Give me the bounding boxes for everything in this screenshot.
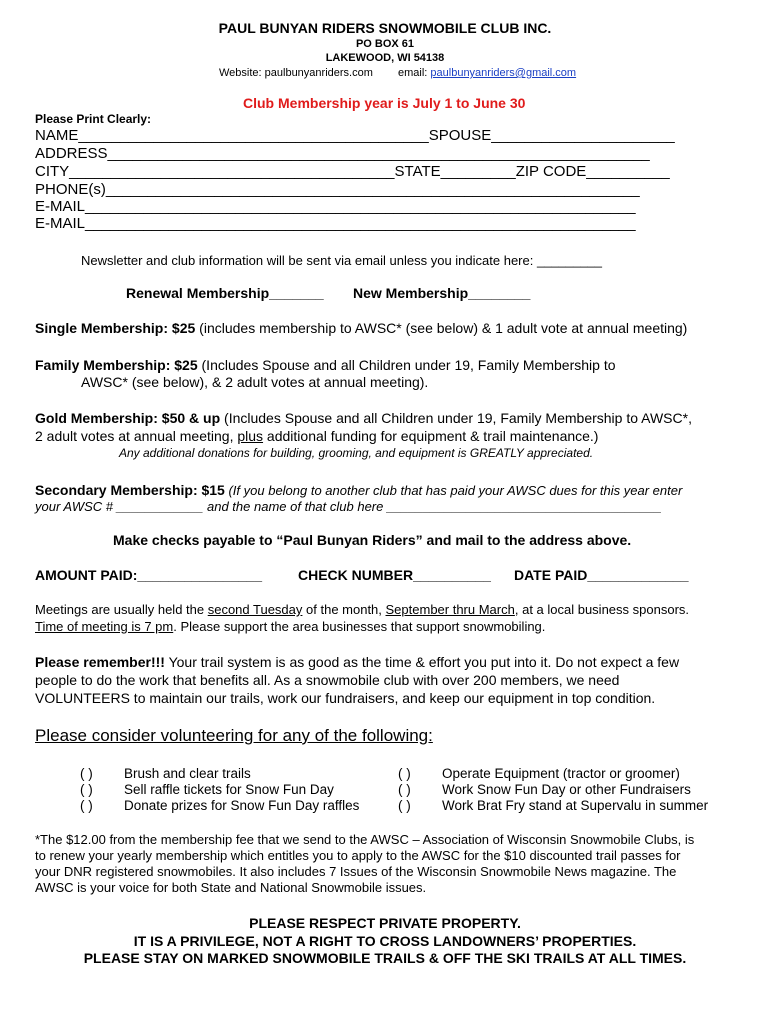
remember-heading: Please remember!!! (35, 654, 165, 670)
name-field[interactable]: NAME__________________________________________SPOUSE______________________ (35, 127, 675, 144)
club-name: PAUL BUNYAN RIDERS SNOWMOBILE CLUB INC. (218, 20, 552, 36)
check-number-field[interactable]: CHECK NUMBER__________ (298, 567, 491, 583)
volunteer-item-label: Work Snow Fun Day or other Fundraisers (442, 782, 691, 797)
donation-note: Any additional donations for building, grooming, and equipment is GREATLY appreciated. (119, 446, 594, 460)
membership-year: Club Membership year is July 1 to June 30 (243, 95, 526, 111)
awsc-note-line-3: your DNR registered snowmobiles. It also includes 7 Issues of the Wisconsin Snowmobile News magazine. The (35, 864, 677, 879)
single-membership (35, 320, 687, 336)
volunteer-option[interactable] (398, 798, 708, 813)
checkbox-parens[interactable]: ( ) (80, 782, 93, 797)
checkbox-parens[interactable]: ( ) (80, 766, 93, 781)
secondary-membership (35, 482, 682, 498)
newsletter-opt-out[interactable]: Newsletter and club information will be sent via email unless you indicate here: _________ (81, 253, 603, 268)
gold-text-part-b: additional funding for equipment & trail maintenance.) (263, 428, 599, 444)
gold-membership (35, 410, 692, 426)
awsc-note-line-2: to renew your yearly membership which entitles you to apply to the AWSC for the $10 discounted trail passes for (35, 848, 681, 863)
remember-line-1 (35, 654, 679, 670)
gold-plus-word: plus (237, 428, 264, 444)
meeting-months: September thru March (385, 602, 515, 617)
support-business-text: . Please support the area businesses that support snowmobiling. (173, 619, 546, 634)
volunteer-option[interactable] (80, 782, 334, 797)
volunteer-item-label: Sell raffle tickets for Snow Fun Day (124, 782, 334, 797)
email-label: email: (398, 67, 431, 79)
single-membership-title: Single Membership: $25 (35, 320, 196, 336)
meeting-time-text: Time of meeting is 7 pm (35, 619, 174, 634)
volunteer-item-label: Donate prizes for Snow Fun Day raffles (124, 798, 360, 813)
family-membership-text: (Includes Spouse and all Children under 19, Family Membership to (197, 357, 616, 373)
gold-membership-text: (Includes Spouse and all Children under 19, Family Membership to AWSC*, (220, 410, 692, 426)
remember-line-2: people to do the work that benefits all. As a snowmobile club with over 200 members, we need (35, 672, 620, 688)
volunteer-item-label: Operate Equipment (tractor or groomer) (442, 766, 680, 781)
checkbox-parens[interactable]: ( ) (80, 798, 93, 813)
volunteer-option[interactable] (80, 766, 251, 781)
print-clearly-label: Please Print Clearly: (35, 112, 152, 126)
meeting-time (35, 619, 545, 634)
remember-text-1: Your trail system is as good as the time & effort you put into it. Do not expect a few (164, 654, 680, 670)
email-field-1[interactable]: E-MAIL__________________________________________________________________ (35, 198, 636, 215)
volunteer-heading: Please consider volunteering for any of the following: (35, 726, 433, 745)
awsc-note-line-4: AWSC is your voice for both State and National Snowmobile issues. (35, 880, 427, 895)
po-box: PO BOX 61 (355, 38, 415, 50)
email-link[interactable]: paulbunyanriders@gmail.com (430, 67, 577, 79)
meetings-text-a: Meetings are usually held the (35, 602, 208, 617)
address-field[interactable]: ADDRESS_________________________________________________________________ (35, 145, 650, 162)
phone-field[interactable]: PHONE(s)________________________________________________________________ (35, 181, 640, 198)
footer-line-2: IT IS A PRIVILEGE, NOT A RIGHT TO CROSS LANDOWNERS’ PROPERTIES. (133, 933, 637, 949)
checkbox-parens[interactable]: ( ) (398, 766, 411, 781)
footer-line-3: PLEASE STAY ON MARKED SNOWMOBILE TRAILS & OFF THE SKI TRAILS AT ALL TIMES. (83, 950, 687, 966)
remember-line-3: VOLUNTEERS to maintain our trails, work our fundraisers, and keep our equipment in top condition. (35, 690, 656, 706)
city-state-zip-field[interactable]: CITY_______________________________________STATE_________ZIP CODE__________ (35, 163, 670, 180)
email-field-2[interactable]: E-MAIL__________________________________________________________________ (35, 215, 636, 232)
gold-membership-text-2 (35, 428, 598, 444)
club-city: LAKEWOOD, WI 54138 (325, 52, 445, 64)
family-membership (35, 357, 616, 373)
secondary-membership-title: Secondary Membership: $15 (35, 482, 225, 498)
checkbox-parens[interactable]: ( ) (398, 782, 411, 797)
gold-membership-title: Gold Membership: $50 & up (35, 410, 221, 426)
awsc-note-line-1: *The $12.00 from the membership fee that we send to the AWSC – Association of Wisconsin Snowmobile Clubs, is (35, 832, 695, 847)
volunteer-option[interactable] (398, 782, 691, 797)
renewal-membership-field[interactable]: Renewal Membership_______ (126, 285, 324, 301)
email-contact (398, 67, 576, 79)
website-label: Website: paulbunyanriders.com (219, 67, 373, 79)
volunteer-item-label: Brush and clear trails (124, 766, 251, 781)
meetings-text-e: , at a local business sponsors. (514, 602, 690, 617)
new-membership-field[interactable]: New Membership________ (353, 285, 531, 301)
secondary-membership-text: (If you belong to another club that has paid your AWSC dues for this year enter (224, 483, 683, 498)
volunteer-item-label: Work Brat Fry stand at Supervalu in summer (442, 798, 709, 813)
meeting-day: second Tuesday (207, 602, 303, 617)
family-membership-title: Family Membership: $25 (35, 357, 198, 373)
gold-text-part-a: 2 adult votes at annual meeting, (35, 428, 238, 444)
checks-payable-note: Make checks payable to “Paul Bunyan Riders” and mail to the address above. (113, 532, 632, 548)
footer-line-1: PLEASE RESPECT PRIVATE PROPERTY. (249, 915, 521, 931)
checkbox-parens[interactable]: ( ) (398, 798, 411, 813)
meetings-info (35, 602, 689, 617)
single-membership-text: (includes membership to AWSC* (see below) & 1 adult vote at annual meeting) (195, 320, 688, 336)
date-paid-field[interactable]: DATE PAID_____________ (514, 567, 689, 583)
meetings-text-c: of the month, (302, 602, 386, 617)
amount-paid-field[interactable]: AMOUNT PAID:________________ (35, 567, 262, 583)
secondary-awsc-field[interactable]: your AWSC # ____________ and the name of that club here ______________________________________ (35, 499, 662, 514)
volunteer-option[interactable] (398, 766, 680, 781)
family-membership-text-2: AWSC* (see below), & 2 adult votes at annual meeting). (81, 374, 429, 390)
volunteer-option[interactable] (80, 798, 359, 813)
